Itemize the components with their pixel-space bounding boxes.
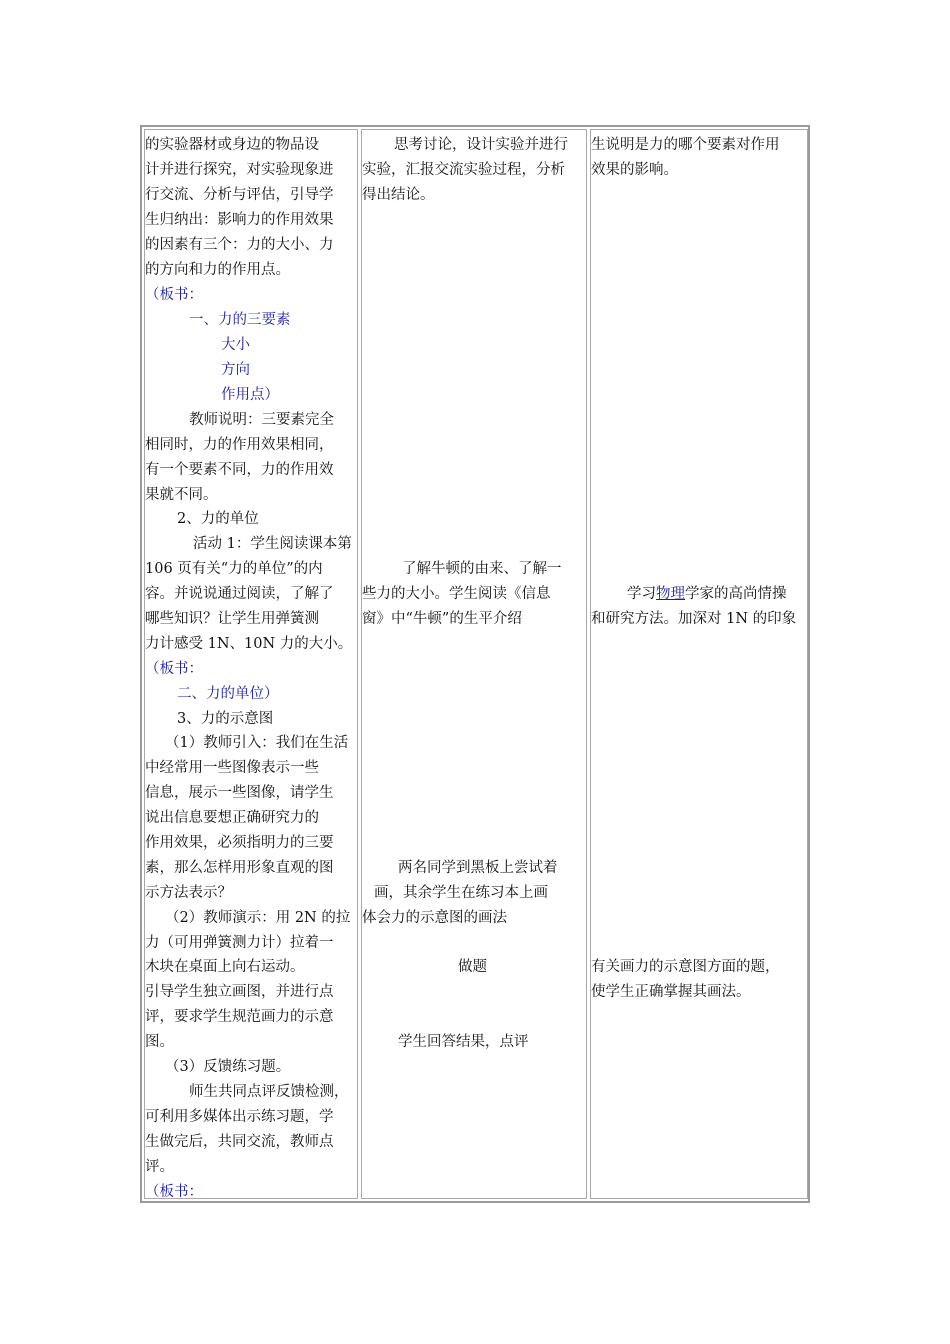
blackboard-note: （板书： <box>145 287 203 303</box>
blackboard-item-point: 作用点） <box>221 387 279 403</box>
text-line: 窗》中“牛顿”的生平介绍 <box>362 611 522 627</box>
text-line: （1）教师引入：我们在生活 <box>165 735 349 751</box>
text-line: （3）反馈练习题。 <box>165 1059 291 1075</box>
lesson-table <box>140 125 810 1203</box>
text-line: 教师说明：三要素完全 <box>189 412 334 428</box>
text-line: 说出信息要想正确研究力的 <box>145 810 319 826</box>
text-line: 果就不同。 <box>145 487 218 503</box>
text-line: （2）教师演示：用 2N 的拉 <box>165 910 351 926</box>
text-line: 的因素有三个：力的大小、力 <box>145 237 334 253</box>
section-heading: 3、力的示意图 <box>177 711 274 727</box>
text-line: 的实验器材或身边的物品设 <box>145 137 319 153</box>
text-line: 力（可用弹簧测力计）拉着一 <box>145 935 334 951</box>
text-line: 有一个要素不同，力的作用效 <box>145 462 334 478</box>
text-line: 思考讨论，设计实验并进行 <box>394 137 568 153</box>
text-line: 引导学生独立画图，并进行点 <box>145 984 334 1000</box>
blackboard-note: （板书： <box>145 1184 203 1200</box>
text-line: 有关画力的示意图方面的题， <box>591 959 780 975</box>
text-segment: 学习 <box>627 586 656 602</box>
text-line: 可利用多媒体出示练习题，学 <box>145 1109 334 1125</box>
text-line: 力计感受 1N、10N 力的大小。 <box>145 636 353 652</box>
section-heading: 2、力的单位 <box>177 511 259 527</box>
teacher-activity-column <box>144 129 358 1199</box>
text-line <box>627 582 787 607</box>
text-line: 学生回答结果，点评 <box>398 1034 529 1050</box>
blackboard-heading-1: 一、力的三要素 <box>189 312 291 328</box>
physics-link[interactable]: 物理 <box>656 586 685 602</box>
text-line: 和研究方法。加深对 1N 的印象 <box>591 611 797 627</box>
text-line: 两名同学到黑板上尝试着 <box>398 860 558 876</box>
text-line: 生归纳出：影响力的作用效果 <box>145 212 334 228</box>
text-line: 素，那么怎样用形象直观的图 <box>145 860 334 876</box>
text-line: 活动 1：学生阅读课本第 <box>193 536 352 552</box>
blackboard-note: （板书： <box>145 661 203 677</box>
text-line: 得出结论。 <box>362 187 435 203</box>
text-line: 哪些知识？让学生用弹簧测 <box>145 611 319 627</box>
text-line: 106 页有关“力的单位”的内 <box>145 561 323 577</box>
text-line: 使学生正确掌握其画法。 <box>591 984 751 1000</box>
blackboard-heading-2: 二、力的单位） <box>177 686 279 702</box>
blackboard-item-direction: 方向 <box>221 362 250 378</box>
text-line: 体会力的示意图的画法 <box>362 910 507 926</box>
text-line: 效果的影响。 <box>591 162 678 178</box>
text-line: 示方法表示？ <box>145 885 232 901</box>
text-line: 木块在桌面上向右运动。 <box>145 959 305 975</box>
text-line: 生说明是力的哪个要素对作用 <box>591 137 780 153</box>
text-line: 些力的大小。学生阅读《信息 <box>362 586 551 602</box>
text-line: 图。 <box>145 1034 174 1050</box>
text-line: 计并进行探究，对实验现象进 <box>145 162 334 178</box>
text-segment: 学家的高尚情操 <box>685 586 787 602</box>
text-line: 画，其余学生在练习本上画 <box>374 885 548 901</box>
text-line: 实验，汇报交流实验过程，分析 <box>362 162 565 178</box>
text-line: 信息，展示一些图像，请学生 <box>145 785 334 801</box>
text-line: 评。 <box>145 1159 174 1175</box>
text-line: 评，要求学生规范画力的示意 <box>145 1009 334 1025</box>
text-line: 了解牛顿的由来、了解一 <box>402 561 562 577</box>
text-line: 作用效果，必须指明力的三要 <box>145 835 334 851</box>
text-line: 相同时，力的作用效果相同， <box>145 437 334 453</box>
text-line: 做题 <box>458 959 487 975</box>
text-line: 师生共同点评反馈检测， <box>189 1084 349 1100</box>
text-line: 的方向和力的作用点。 <box>145 262 290 278</box>
student-activity-column <box>361 129 587 1199</box>
text-line: 中经常用一些图像表示一些 <box>145 760 319 776</box>
text-line: 行交流、分析与评估，引导学 <box>145 187 334 203</box>
text-line: 容。并说说通过阅读，了解了 <box>145 586 334 602</box>
blackboard-item-size: 大小 <box>221 337 250 353</box>
design-intent-column <box>590 129 808 1199</box>
text-line: 生做完后，共同交流，教师点 <box>145 1134 334 1150</box>
